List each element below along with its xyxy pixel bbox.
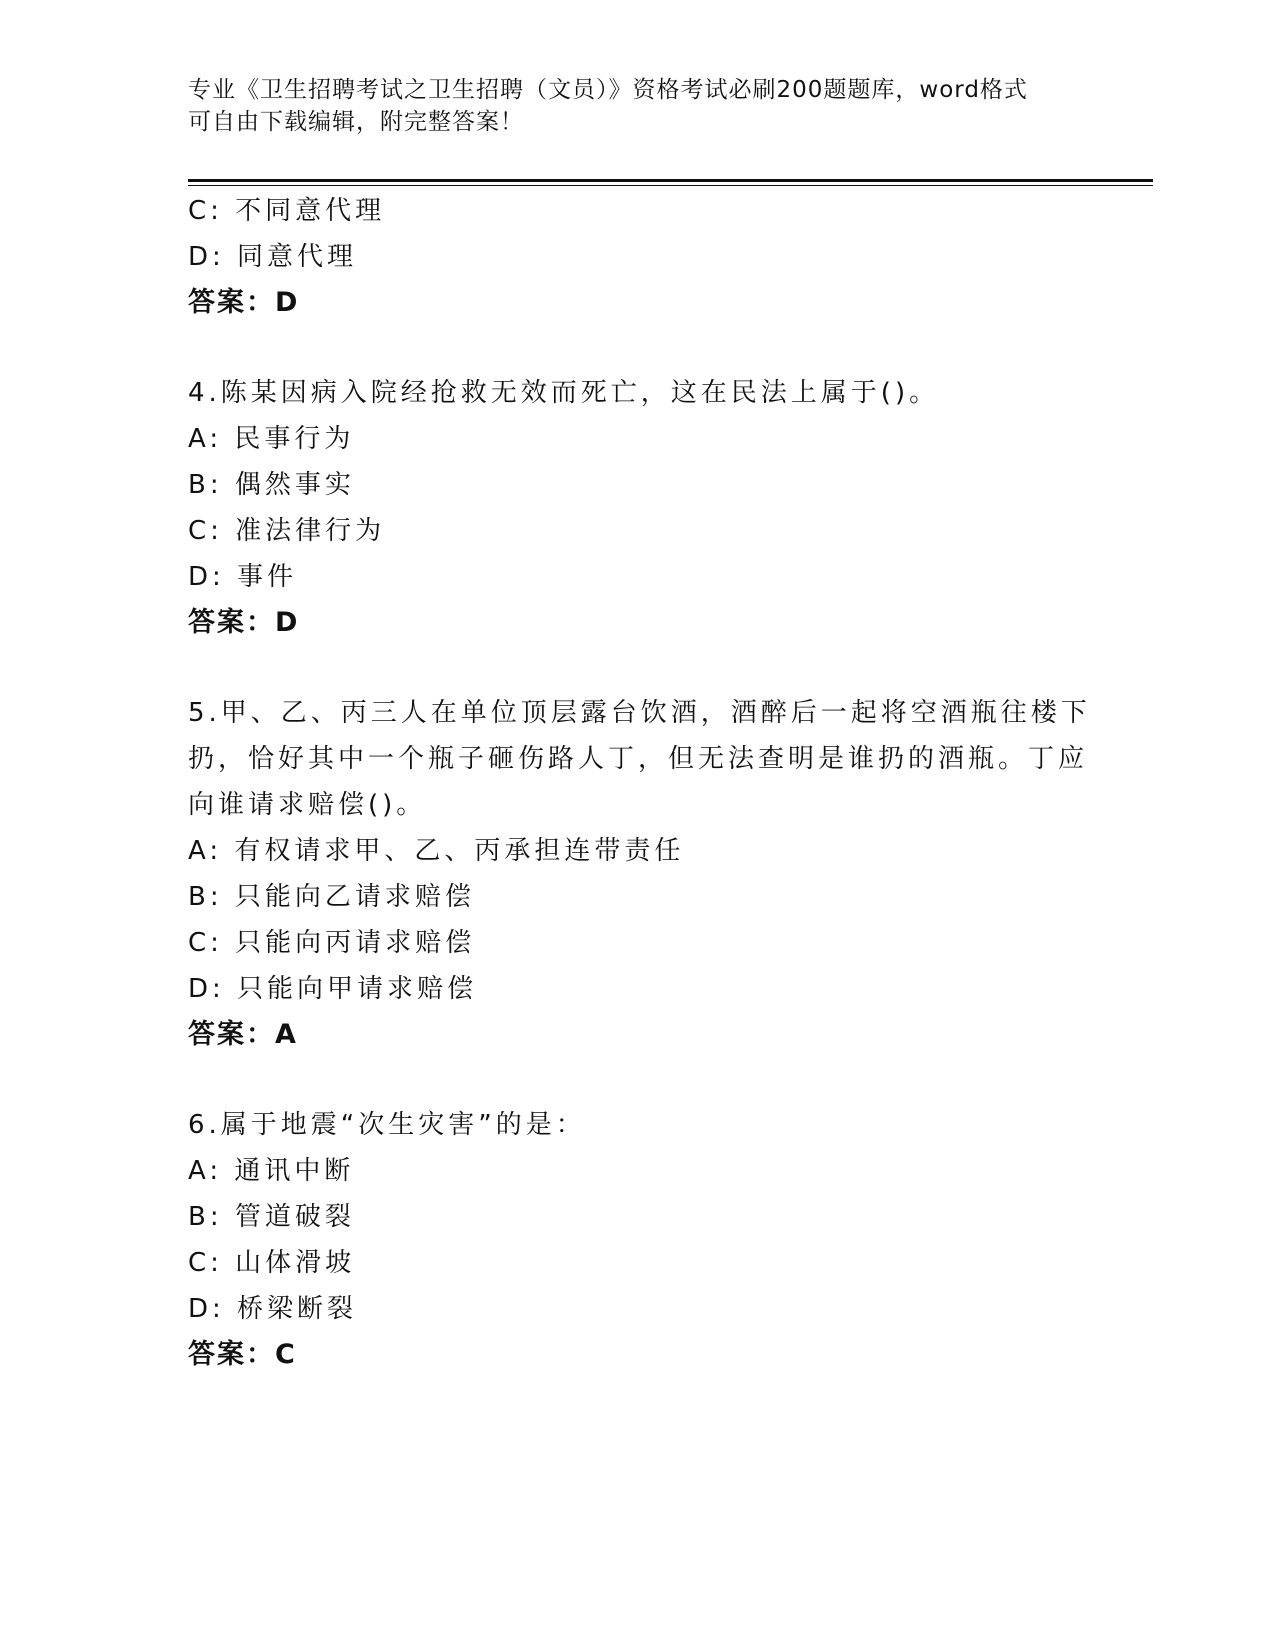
- option-d: D: 事件: [188, 562, 298, 592]
- option-c: C: 准法律行为: [188, 516, 386, 546]
- option-c: C: 不同意代理: [188, 196, 386, 226]
- option-c: C: 山体滑坡: [188, 1248, 356, 1278]
- option-a: A: 有权请求甲、乙、丙承担连带责任: [188, 836, 685, 866]
- header-title-line-2: 可自由下载编辑，附完整答案！: [188, 109, 524, 135]
- option-a: A: 民事行为: [188, 424, 355, 454]
- option-d: D: 同意代理: [188, 242, 358, 272]
- option-d: D: 只能向甲请求赔偿: [188, 974, 478, 1004]
- question-4: [188, 370, 1088, 646]
- header-title-line-1: 专业《卫生招聘考试之卫生招聘（文员）》资格考试必刷200题题库，word格式: [188, 77, 1028, 103]
- question-stem: 4.陈某因病入院经抢救无效而死亡，这在民法上属于()。: [188, 378, 940, 408]
- question-stem-line-3: 向谁请求赔偿()。: [188, 790, 427, 820]
- question-stem: 6.属于地震“次生灾害”的是：: [188, 1110, 586, 1140]
- answer-line: 答案：D: [188, 287, 300, 318]
- answer-line: 答案：D: [188, 607, 300, 638]
- header-divider-thin: [188, 185, 1153, 186]
- question-list: [188, 188, 1091, 1378]
- answer-line: 答案：C: [188, 1339, 297, 1370]
- question-3-continued: [188, 188, 1088, 326]
- question-5: [188, 690, 1091, 1058]
- answer-line: 答案：A: [188, 1019, 298, 1050]
- option-b: B: 只能向乙请求赔偿: [188, 882, 475, 912]
- header-divider-thick: [188, 179, 1153, 182]
- question-stem-line-1: 5.甲、乙、丙三人在单位顶层露台饮酒，酒醉后一起将空酒瓶往楼下: [188, 698, 1091, 728]
- question-6: [188, 1102, 1088, 1378]
- question-stem-line-2: 扔，恰好其中一个瓶子砸伤路人丁，但无法查明是谁扔的酒瓶。丁应: [188, 744, 1089, 774]
- document-header: [188, 74, 1068, 138]
- option-b: B: 偶然事实: [188, 470, 355, 500]
- option-c: C: 只能向丙请求赔偿: [188, 928, 476, 958]
- option-a: A: 通讯中断: [188, 1156, 355, 1186]
- option-d: D: 桥梁断裂: [188, 1294, 358, 1324]
- option-b: B: 管道破裂: [188, 1202, 355, 1232]
